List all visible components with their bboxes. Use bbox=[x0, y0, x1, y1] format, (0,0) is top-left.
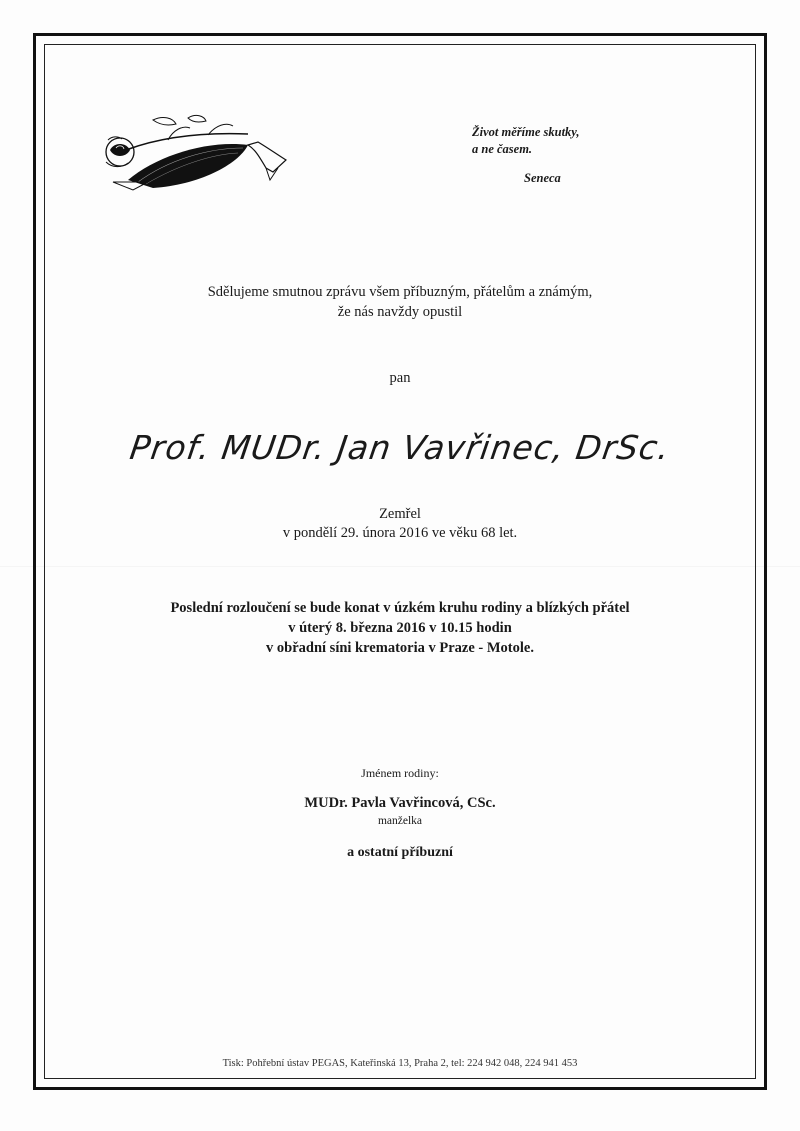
spouse-role: manželka bbox=[377, 815, 423, 827]
spouse-name: MUDr. Pavla Vavřincová, CSc. bbox=[304, 795, 496, 811]
announcement-line-1: Sdělujeme smutnou zprávu všem příbuzným, přátelům a známým, bbox=[207, 284, 593, 300]
family-label: Jménem rodiny: bbox=[361, 766, 439, 780]
funeral-line-1: Poslední rozloučení se bude konat v úzkém kruhu rodiny a blízkých přátel bbox=[170, 600, 630, 616]
other-relatives: a ostatní příbuzní bbox=[347, 845, 453, 860]
quote-block bbox=[472, 124, 580, 185]
deceased-name: Prof. MUDr. Jan Vavřinec, DrSc. bbox=[127, 428, 673, 467]
quote-line-1: Život měříme skutky, bbox=[472, 125, 580, 139]
printer-footer: Tisk: Pohřební ústav PEGAS, Kateřinská 13, Praha 2, tel: 224 942 048, 224 941 453 bbox=[222, 1058, 578, 1069]
rose-on-ribbon-icon bbox=[98, 110, 293, 195]
death-line-2: v pondělí 29. února 2016 ve věku 68 let. bbox=[282, 525, 518, 541]
quote-author: Seneca bbox=[524, 171, 561, 185]
salutation: pan bbox=[389, 370, 411, 386]
funeral-info bbox=[0, 598, 800, 658]
mourning-border-inner bbox=[44, 44, 756, 1079]
funeral-line-3: v obřadní síni krematoria v Praze - Motole. bbox=[266, 640, 534, 656]
funeral-line-2: v úterý 8. března 2016 v 10.15 hodin bbox=[288, 620, 512, 636]
death-info bbox=[0, 505, 800, 543]
announcement-line-2: že nás navždy opustil bbox=[337, 304, 463, 320]
quote-line-2: a ne časem. bbox=[472, 142, 533, 156]
death-line-1: Zemřel bbox=[379, 506, 421, 522]
announcement bbox=[0, 282, 800, 322]
